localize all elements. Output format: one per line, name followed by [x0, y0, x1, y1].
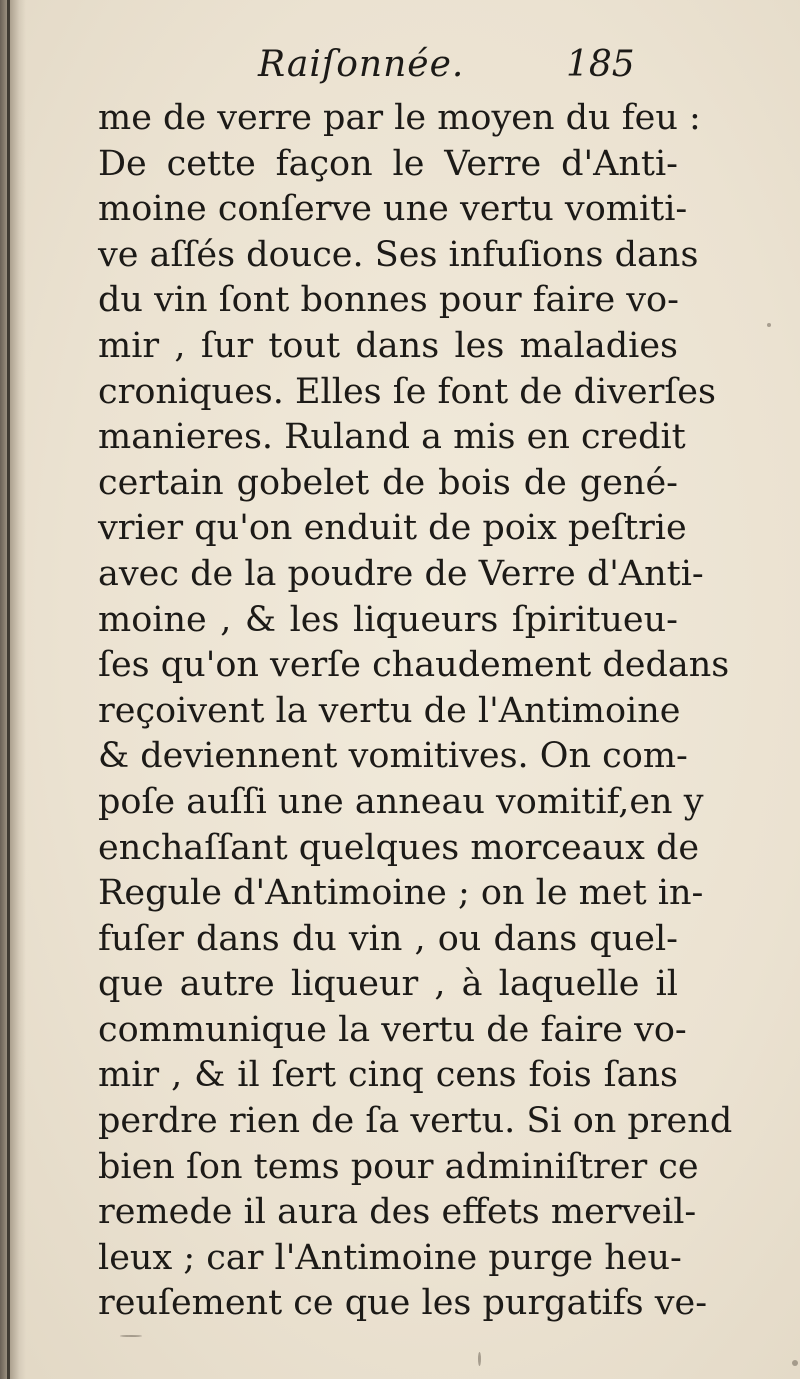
text-line: moine , & les liqueurs ſpiritueu- — [98, 599, 678, 640]
text-line: croniques. Elles ſe font de diverſes — [98, 371, 716, 412]
paper-speck — [792, 1360, 798, 1366]
text-line: mir , & il ſert cinq cens fois ſans — [98, 1055, 678, 1096]
gutter-shadow — [0, 0, 26, 1379]
text-line: Regule d'Antimoine ; on le met in- — [98, 873, 704, 914]
text-line: du vin ſont bonnes pour faire vo- — [98, 280, 679, 321]
text-line: ſes qu'on verſe chaudement dedans — [98, 645, 730, 686]
text-line: leux ; car l'Antimoine purge heu- — [98, 1237, 682, 1278]
text-line: & deviennent vomitives. On com- — [98, 736, 688, 777]
gutter-edge — [7, 0, 10, 1379]
paper-speck — [120, 1335, 142, 1337]
text-line: bien ſon tems pour adminiſtrer ce — [98, 1146, 699, 1187]
text-line: fuſer dans du vin , ou dans quel- — [98, 918, 678, 959]
text-line: certain gobelet de bois de gené- — [98, 462, 678, 503]
text-line: perdre rien de ſa vertu. Si on prend — [98, 1101, 733, 1142]
page-header — [0, 44, 800, 104]
text-line: enchaſſant quelques morceaux de — [98, 827, 700, 868]
text-line: communique la vertu de faire vo- — [98, 1009, 687, 1050]
page-number: 185 — [566, 44, 635, 85]
running-title: Raiſonnée. — [258, 44, 465, 85]
text-line: ve aſſés douce. Ses infuſions dans — [98, 234, 699, 275]
text-line: remede il aura des effets merveil- — [98, 1192, 697, 1233]
text-line: avec de la poudre de Verre d'Anti- — [98, 553, 704, 594]
text-line: moine conſerve une vertu vomiti- — [98, 189, 688, 230]
text-line: mir , ſur tout dans les maladies — [98, 325, 678, 366]
text-line: que autre liqueur , à laquelle il — [98, 964, 678, 1005]
text-line: poſe auſſi une anneau vomitif,en y — [98, 781, 704, 822]
text-line: vrier qu'on enduit de poix peſtrie — [98, 508, 687, 549]
paper-speck — [767, 323, 771, 327]
text-line: me de verre par le moyen du feu : — [98, 98, 701, 138]
text-line: reuſement ce que les purgatifs ve- — [98, 1283, 708, 1324]
body-text — [98, 96, 733, 1327]
text-line: De cette façon le Verre d'Anti- — [98, 143, 678, 184]
text-line: manieres. Ruland a mis en credit — [98, 417, 686, 458]
text-line: reçoivent la vertu de l'Antimoine — [98, 690, 681, 731]
paper-speck — [478, 1352, 481, 1366]
